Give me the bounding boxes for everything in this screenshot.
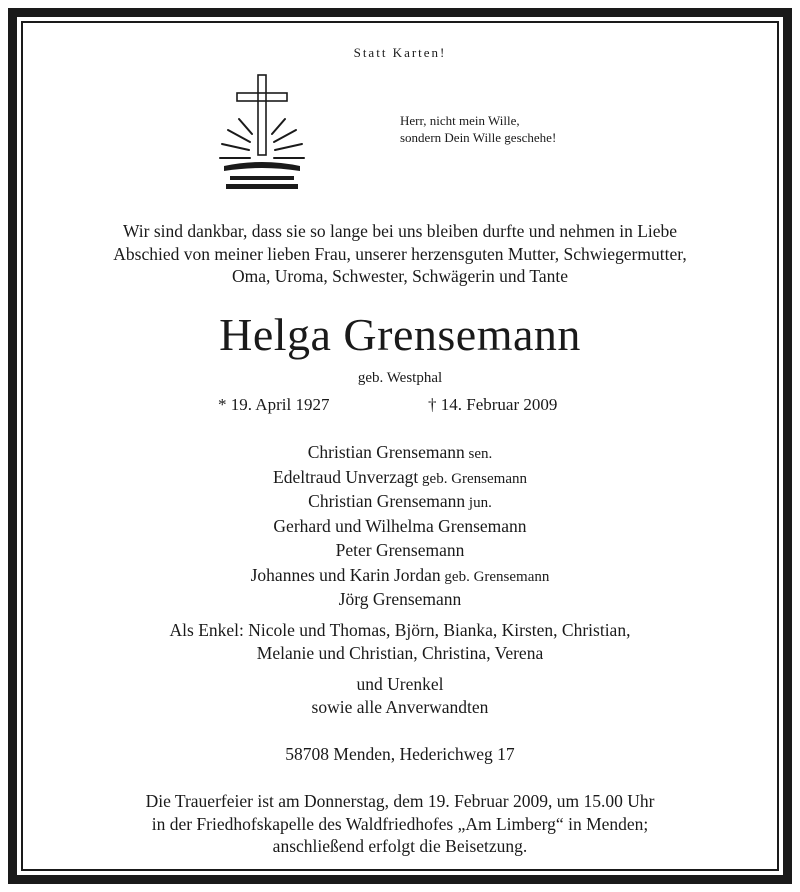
birth-date: * 19. April 1927 <box>218 395 330 414</box>
family-member-suffix: geb. Grensemann <box>418 470 527 487</box>
intro-text <box>0 220 800 288</box>
deceased-name: Helga Grensemann <box>219 309 581 360</box>
family-member-name: Edeltraud Unverzagt <box>273 466 419 487</box>
family-member-suffix: sen. <box>464 446 493 462</box>
statt-karten-heading: Statt Karten! <box>353 45 447 60</box>
family-member-name: Christian Grensemann <box>307 442 465 462</box>
intro-line: Wir sind dankbar, dass sie so lange bei uns bleiben durfte und nehmen in Liebe <box>122 221 678 241</box>
intro-line: Abschied von meiner lieben Frau, unserer herzensguten Mutter, Schwiegermutter, <box>113 243 687 264</box>
closing-line: und Urenkel <box>356 674 444 694</box>
family-member <box>0 564 800 589</box>
service-line: anschließend erfolgt die Beisetzung. <box>272 836 528 856</box>
family-member-suffix: jun. <box>465 495 492 511</box>
family-address: 58708 Menden, Hederichweg 17 <box>285 744 515 764</box>
family-member-suffix: geb. Grensemann <box>440 568 550 585</box>
funeral-service-info <box>0 790 800 858</box>
family-list <box>0 441 800 613</box>
grandchildren-line: Als Enkel: Nicole und Thomas, Björn, Bianka, Kirsten, Christian, <box>169 620 631 640</box>
death-date: † 14. Februar 2009 <box>428 395 558 414</box>
family-member-name: Peter Grensemann <box>335 540 465 560</box>
verse-line: sondern Dein Wille geschehe! <box>400 130 557 145</box>
closing-line: sowie alle Anverwandten <box>311 696 489 717</box>
family-member-name: Johannes und Karin Jordan <box>250 564 441 585</box>
bible-verse <box>400 112 556 146</box>
verse-line: Herr, nicht mein Wille, <box>400 113 520 128</box>
family-member <box>0 490 800 515</box>
family-member <box>0 588 800 613</box>
family-member <box>0 539 800 564</box>
closing-relatives <box>0 673 800 718</box>
birth-name: geb. Westphal <box>357 370 443 386</box>
intro-line: Oma, Uroma, Schwester, Schwägerin und Tante <box>232 266 568 286</box>
grandchildren-line: Melanie und Christian, Christina, Verena <box>256 642 544 663</box>
family-member <box>0 515 800 540</box>
family-member-name: Gerhard und Wilhelma Grensemann <box>273 515 527 536</box>
service-line: Die Trauerfeier ist am Donnerstag, dem 19. Februar 2009, um 15.00 Uhr <box>145 791 655 811</box>
cross-with-sunrays-icon <box>212 72 312 194</box>
grandchildren <box>0 619 800 664</box>
family-member <box>0 466 800 491</box>
family-member-name: Christian Grensemann <box>308 491 466 511</box>
service-line: in der Friedhofskapelle des Waldfriedhofes „Am Limberg“ in Menden; <box>151 813 649 834</box>
family-member-name: Jörg Grensemann <box>338 589 462 609</box>
family-member <box>0 441 800 466</box>
